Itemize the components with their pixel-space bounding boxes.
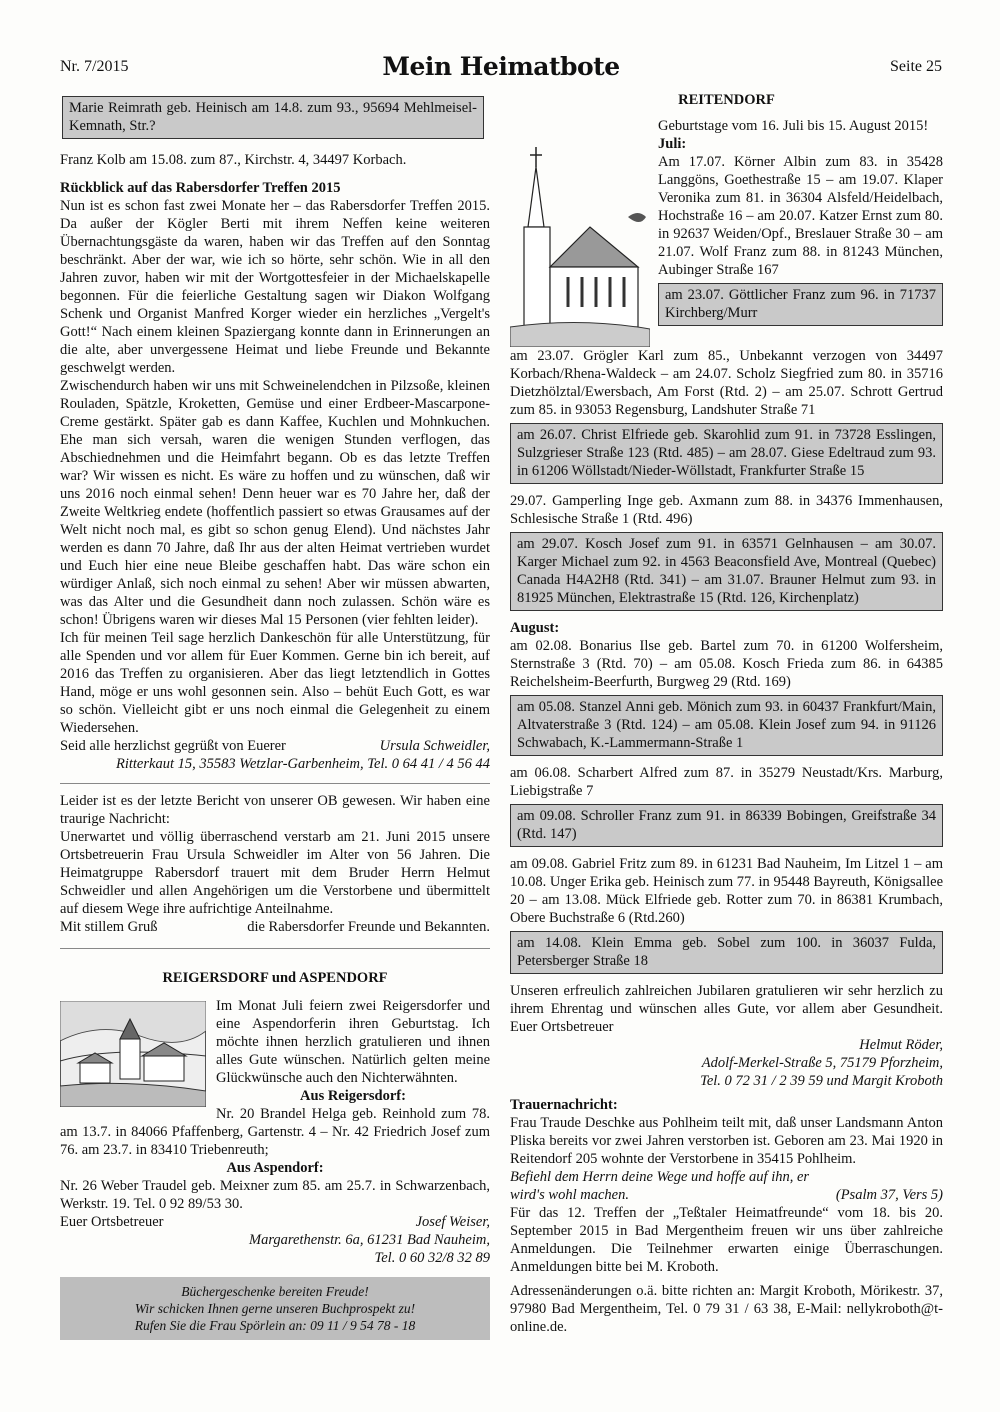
rueckblick-title: Rückblick auf das Rabersdorfer Treffen 2015 <box>60 180 341 196</box>
book-ad-line-1: Büchergeschenke bereiten Freude! <box>181 1284 369 1299</box>
reigersdorf-intro: Im Monat Juli feiern zwei Reigersdorfer und eine Aspendorferin ihren Geburtstag. Ich möchte ihnen herzlich gratulieren und ihnen alles Gute wünschen. Natürlich gelten meine Glückwünsche auch den Nichterwähnten. <box>216 998 490 1086</box>
trauernachricht-text: Frau Traude Deschke aus Pohlheim teilt mit, daß unser Landsmann Anton Pliska bereits vor zwei Jahren verstorben ist. Geboren am 23. Mai 1920 in Reitendorf 205 wohnte der Verstorbene in 35415 Pohlheim. <box>510 1115 943 1167</box>
juli-birthdays-2: am 23.07. Grögler Karl zum 85., Unbekannt verzogen von 34497 Korbach/Rhena-Waldeck – am 24.07. Scholz Siegfried zum 80. in 35716 Dietzhölztal/Ewersbach, Am Forst (Rtd. 2) – am 25.07. Schrott Gertrud zum 85. in 93053 Regensburg, Landshuter Straße 71 <box>510 348 943 418</box>
book-ad-line-2: Wir schicken Ihnen gerne unseren Buchprospekt zu! <box>134 1301 416 1316</box>
right-column <box>510 91 943 1336</box>
juli-heading: Juli: <box>658 136 687 152</box>
page-number: Seite 25 <box>890 58 942 75</box>
greeting-line <box>60 737 490 755</box>
closing-right: die Rabersdorfer Freunde und Bekannten. <box>247 919 490 935</box>
address-changes: Adressenänderungen o.ä. bitte richten an: Margit Kroboth, Mörikestr. 37, 97980 Bad Mergentheim, Tel. 0 79 31 / 63 38, E-Mail: nellykroboth@t-online.de. <box>510 1283 943 1335</box>
left-column <box>60 96 490 1340</box>
rueckblick-paragraph-3: Ich für meinen Teil sage herzlich Dankeschön für alle Unterstützung, für alle Spenden und vor allem für Euer Kommen. Gerne bin ich bereit, auf 2016 das Treffen zu organisieren. Aber das liegt letztendlich in Gottes Hand, möge er uns wohl gesonnen sein. Also – behüt Euch Gott, es war so schön. Vielleicht gibt er uns noch einmal die Gelegenheit zu einem Wiedersehen. <box>60 630 490 736</box>
greeting-text: Seid alle herzlichst gegrüßt von Euerer <box>60 738 286 754</box>
august-birthdays-1: am 02.08. Bonarius Ilse geb. Bartel zum 70. in 61200 Wolfersheim, Sternstraße 3 (Rtd. 70) – am 05.08. Kosch Frieda zum 86. in 64385 Reichelsheim-Beerfurth, Burgweg 29 (Rtd. 169) <box>510 638 943 690</box>
greeting-address: Ritterkaut 15, 35583 Wetzlar-Garbenheim, Tel. 0 64 41 / 4 56 44 <box>115 756 490 772</box>
congratulations-text: Unseren erfreulich zahlreichen Jubilaren gratulieren wir sehr herzlich zu ihrem Ehrentag und wünschen alles Gute, vor allem aber Gesundheit. Euer Ortsbetreuer <box>510 983 943 1035</box>
august-birthdays-2: am 06.08. Scharbert Alfred zum 87. in 35279 Neustadt/Krs. Marburg, Liebigstraße 7 <box>510 765 943 799</box>
august-heading: August: <box>510 620 560 636</box>
reigersdorf-title: REIGERSDORF und ASPENDORF <box>162 970 388 986</box>
treffen-announcement: Für das 12. Treffen der „Teßtaler Heimatfreunde“ vom 18. bis 20. September 2015 in Bad Mergentheim freuen wir uns über zahlreiche Anmeldungen. Die Teilnehmer erwarten einige Überraschungen. Anmeldungen bitte bei M. Kroboth. <box>510 1205 943 1275</box>
book-ad <box>60 1277 490 1340</box>
church-illustration <box>510 117 650 347</box>
trauernachricht-heading: Trauernachricht: <box>510 1097 618 1113</box>
roeder-phone: Tel. 0 72 31 / 2 39 59 und Margit Kroboth <box>700 1073 943 1089</box>
ortsbetreuer-name: Josef Weiser, <box>415 1214 490 1230</box>
psalm-reference: (Psalm 37, Vers 5) <box>835 1187 943 1203</box>
aspendorf-list: Nr. 26 Weber Traudel geb. Meixner zum 85. am 25.7. in Schwarzenbach, Werkstr. 19. Tel. 0 92 89/53 30. <box>60 1178 490 1212</box>
reigersdorf-list: Nr. 20 Brandel Helga geb. Reinhold zum 78. am 13.7. in 84066 Pfaffenberg, Gartenstr. 4 – Nr. 42 Friedrich Josef zum 76. am 23.7. in 83410 Triebenreuth; <box>60 1106 490 1158</box>
divider <box>60 948 490 949</box>
issue-number: Nr. 7/2015 <box>60 58 129 75</box>
reitendorf-title: REITENDORF <box>678 92 775 108</box>
greeting-name: Ursula Schweidler, <box>379 738 490 754</box>
birthday-box-schroller: am 09.08. Schroller Franz zum 91. in 86339 Bobingen, Greifstraße 34 (Rtd. 147) <box>510 804 943 847</box>
village-illustration <box>60 1001 206 1107</box>
reitendorf-intro: Geburtstage vom 16. Juli bis 15. August 2015! <box>658 118 929 134</box>
leider-text: Leider ist es der letzte Bericht von unserer OB gewesen. Wir haben eine traurige Nachricht: <box>60 793 490 827</box>
obituary-text: Unerwartet und völlig überraschend verstarb am 21. Juni 2015 unsere Ortsbetreuerin Frau Ursula Schweidler im Alter von 56 Jahren. Die Heimatgruppe Rabersdorf trauert mit dem Bruder Herrn Helmut Schweidler und allen Angehörigen um die Verstorbene und übermittelt auf diesem Wege ihre aufrichtige Anteilnahme. <box>60 829 490 917</box>
august-birthdays-3: am 09.08. Gabriel Fritz zum 89. in 61231 Bad Nauheim, Im Litzel 1 – am 10.08. Unger Erika geb. Heinisch zum 77. in 95448 Bayreuth, Königsallee 20 – am 13.08. Mück Elfriede geb. Rotter zum 70. in 86381 Krumbach, Obere Buchstraße 6 (Rtd.260) <box>510 856 943 926</box>
aus-aspendorf-heading: Aus Aspendorf: <box>226 1160 324 1176</box>
reitendorf-intro-block <box>510 117 943 326</box>
psalm-quote: Befiehl dem Herrn deine Wege und hoffe auf ihn, er wird's wohl machen. <box>510 1169 810 1203</box>
juli-birthdays-3: 29.07. Gamperling Inge geb. Axmann zum 88. in 34376 Immenhausen, Schlesische Straße 1 (Rtd. 496) <box>510 493 943 527</box>
birthday-box-klein: am 14.08. Klein Emma geb. Sobel zum 100. in 36037 Fulda, Petersberger Straße 18 <box>510 931 943 974</box>
birthday-box-goettlicher: am 23.07. Göttlicher Franz zum 96. in 71737 Kirchberg/Murr <box>658 283 943 326</box>
psalm-line <box>510 1168 943 1204</box>
birthday-box-kosch: am 29.07. Kosch Josef zum 91. in 63571 Gelnhausen – am 30.07. Karger Michael zum 92. in 4563 Beaconsfield Ave, Montreal (Quebec) Canada H4A2H8 (Rtd. 341) – am 31.07. Brauner Helmut zum 93. in 81925 München, Elektrastraße 15 (Rtd. 126, Kirchenplatz) <box>510 532 943 611</box>
rueckblick-paragraph-1: Nun ist es schon fast zwei Monate her – das Rabersdorfer Treffen 2015. Da außer der Kögler Berti mit ihrem Neffen keine weiteren Übernachtungsgäste da waren, haben wir das Treffen auf den Sonntag beschränkt. Aber der war, wie ich so hörte, sehr schön. Wie in all den Jahren zuvor, haben wir mit der Wortgottesfeier in der Michaelskapelle begonnen. Für die feierliche Gestaltung sagen wir Diakon Wolfgang Schenk und Organist Manfred Korger wieder ein herzliches „Vergelt's Gott!“ Nach einem kleinen Spaziergang konnte dann in Erinnerungen an die alte, aber unvergessene Heimat und liebe Freunde und Bekannte geschwelgt werden. <box>60 198 490 376</box>
ortsbetreuer-address: Margarethenstr. 6a, 61231 Bad Nauheim, <box>249 1232 490 1248</box>
birthday-box-reimrath: Marie Reimrath geb. Heinisch am 14.8. zum 93., 95694 Mehlmeisel-Kemnath, Str.? <box>62 96 484 139</box>
aus-reigersdorf-heading: Aus Reigersdorf: <box>300 1088 406 1104</box>
ortsbetreuer-label: Euer Ortsbetreuer <box>60 1214 164 1230</box>
juli-birthdays-1: Am 17.07. Körner Albin zum 83. in 35428 Langgöns, Goethestraße 15 – am 19.07. Klaper Veronika zum 81. in 36304 Alsfeld/Heidelbach, Hochstraße 16 – am 20.07. Katzer Ernst zum 80. in 92637 Weiden/Opf., Breslauer Straße 30 – am 21.07. Wolf Franz zum 88. in 81243 München, Aubinger Straße 167 <box>658 154 943 278</box>
ortsbetreuer-phone: Tel. 0 60 32/8 32 89 <box>374 1250 490 1266</box>
closing-left: Mit stillem Gruß <box>60 919 158 935</box>
roeder-address: Adolf-Merkel-Straße 5, 75179 Pforzheim, <box>701 1055 943 1071</box>
page-header <box>60 52 942 82</box>
rueckblick-paragraph-2: Zwischendurch haben wir uns mit Schweinelendchen in Pilzsoße, kleinen Rouladen, Spätzle, Kroketten, Gemüse und einer Erdbeer-Mascarpone-Creme gestärkt. Später gab es dann Kaffee, Kuchlen und Mohnkuchen. Ehe man sich versah, waren die wenigen Stunden verflogen, das Abschiednehmen und die Heimfahrt begann. Ob es das letzte Treffen war? Wir wissen es nicht. Es wäre zu hoffen und zu wünschen, daß wir uns 2016 noch einmal sehen! Denn heuer war es 70 Jahre her, daß der Zweite Weltkrieg endete (hoffentlich passiert so etwas Grausames auf der Welt nicht noch mal, es gibt so schon genug Elend). Und nächstes Jahr werden es dann 70 Jahre, daß Ihr aus der alten Heimat vertrieben wurdet und Euch hier eine neue Bleibe geschaffen habt. Das wäre schon ein würdiger Anlaß, sich noch einmal zu sehen! Aber wir müssen abwarten, was das Alter und die Gesundheit dann noch zulassen. Schön wäre es schon! Übrigens waren wir dieses Mal 15 Personen (vier fehlten leider). <box>60 378 490 628</box>
newspaper-title: Mein Heimatbote <box>382 52 620 81</box>
roeder-name: Helmut Röder, <box>859 1037 943 1053</box>
birthday-box-stanzel: am 05.08. Stanzel Anni geb. Mönich zum 93. in 60437 Frankfurt/Main, Altvaterstraße 3 (Rtd. 124) – am 05.08. Klein Josef zum 94. in 91126 Schwabach, K.-Lammermann-Straße 1 <box>510 695 943 756</box>
closing-line <box>60 918 490 936</box>
birthday-kolb: Franz Kolb am 15.08. zum 87., Kirchstr. 4, 34497 Korbach. <box>60 152 407 168</box>
reigersdorf-section <box>60 997 490 1267</box>
ortsbetreuer-line <box>60 1213 490 1231</box>
book-ad-line-3: Rufen Sie die Frau Spörlein an: 09 11 / 9 54 78 - 18 <box>134 1318 416 1333</box>
birthday-box-christ: am 26.07. Christ Elfriede geb. Skarohlid zum 91. in 73728 Esslingen, Sulzgrieser Straße 123 (Rtd. 485) – am 28.07. Giese Edeltraud zum 93. in 61206 Wöllstadt/Nieder-Wöllstadt, Frankfurter Straße 15 <box>510 423 943 484</box>
divider <box>60 783 490 784</box>
